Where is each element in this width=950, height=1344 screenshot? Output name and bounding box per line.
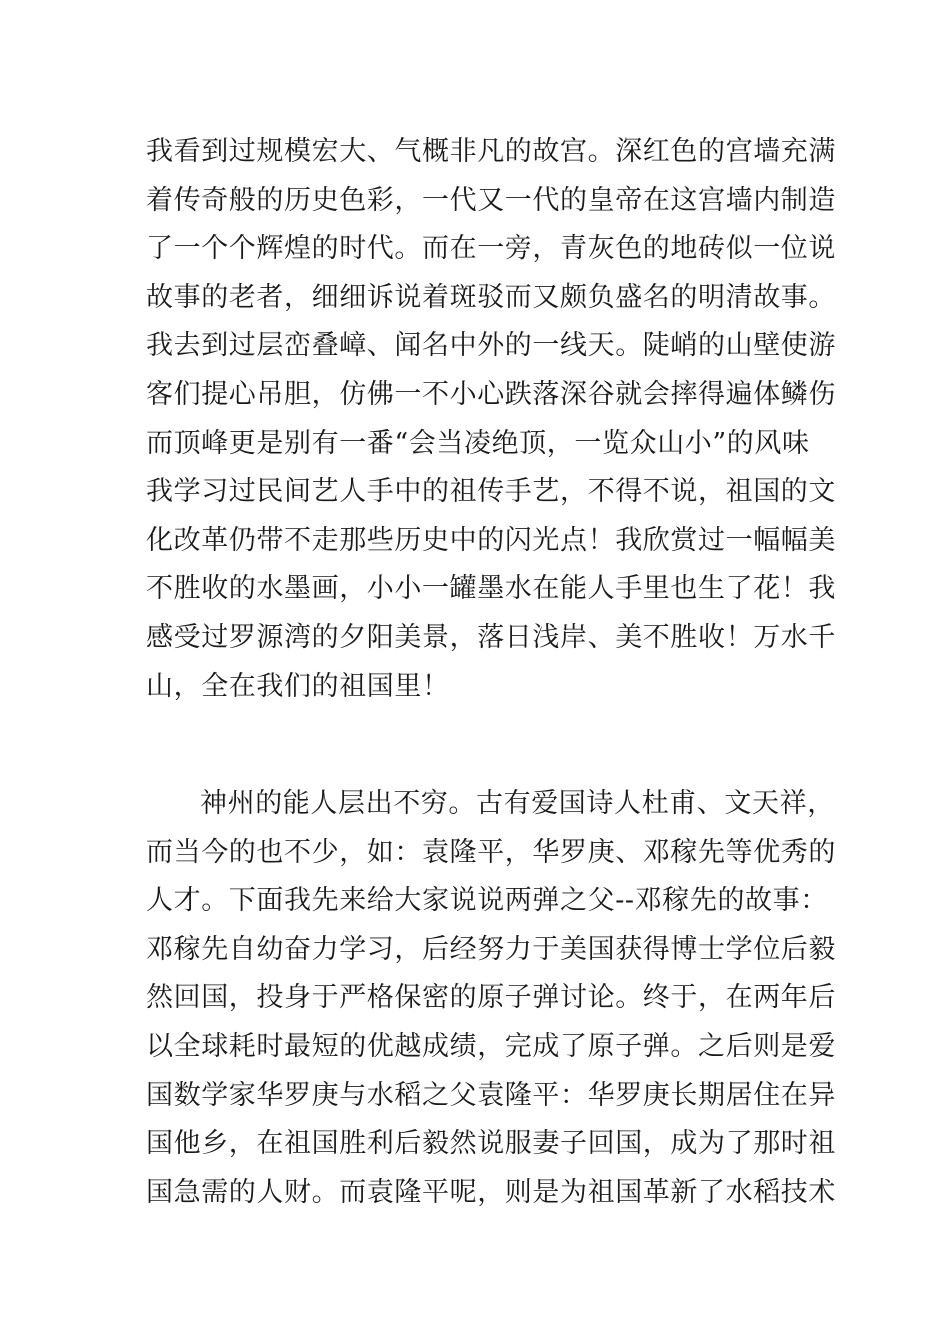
- paragraph-line: 客们提心吊胆，仿佛一不小心跌落深谷就会摔得遍体鳞伤: [146, 378, 836, 410]
- paragraph-line: 山，全在我们的祖国里！: [146, 670, 450, 702]
- paragraph-line: 我去到过层峦叠嶂、闻名中外的一线天。陡峭的山壁使游: [146, 330, 836, 362]
- paragraph-line: 国急需的人财。而袁隆平呢，则是为祖国革新了水稻技术: [146, 1176, 836, 1208]
- paragraph-line: 国数学家华罗庚与水稻之父袁隆平：华罗庚长期居住在异: [146, 1079, 836, 1111]
- paragraph-line: 然回国，投身于严格保密的原子弹讨论。终于，在两年后: [146, 982, 836, 1014]
- paragraph-line: 人才。下面我先来给大家说说两弹之父--邓稼先的故事：: [146, 885, 828, 917]
- paragraph-line: 而顶峰更是别有一番“会当凌绝顶，一览众山小”的风味: [146, 427, 810, 459]
- paragraph-line: 我学习过民间艺人手中的祖传手艺，不得不说，祖国的文: [146, 476, 836, 508]
- paragraph-line: 邓稼先自幼奋力学习，后经努力于美国获得博士学位后毅: [146, 933, 836, 965]
- paragraph-line: 着传奇般的历史色彩，一代又一代的皇帝在这宫墙内制造: [146, 184, 836, 216]
- paragraph-line: 国他乡，在祖国胜利后毅然说服妻子回国，成为了那时祖: [146, 1128, 836, 1160]
- paragraph-line: 我看到过规模宏大、气概非凡的故宫。深红色的宫墙充满: [146, 136, 836, 167]
- paragraph-line: 而当今的也不少，如：袁隆平，华罗庚、邓稼先等优秀的: [146, 836, 836, 868]
- paragraph-line: 以全球耗时最短的优越成绩，完成了原子弹。之后则是爱: [146, 1030, 836, 1062]
- paragraph-talented-people: [146, 780, 836, 1217]
- paragraph-line: 神州的能人层出不穷。古有爱国诗人杜甫、文天祥，: [200, 788, 835, 819]
- paragraph-line: 不胜收的水墨画，小小一罐墨水在能人手里也生了花！我: [146, 573, 836, 605]
- paragraph-palace-and-scenery: [146, 128, 836, 711]
- paragraph-line: 故事的老者，细细诉说着斑驳而又颇负盛名的明清故事。: [146, 281, 836, 313]
- paragraph-line: 化改革仍带不走那些历史中的闪光点！我欣赏过一幅幅美: [146, 524, 836, 556]
- paragraph-line: 感受过罗源湾的夕阳美景，落日浅岸、美不胜收！万水千: [146, 621, 836, 653]
- paragraph-line: 了一个个辉煌的时代。而在一旁，青灰色的地砖似一位说: [146, 233, 836, 265]
